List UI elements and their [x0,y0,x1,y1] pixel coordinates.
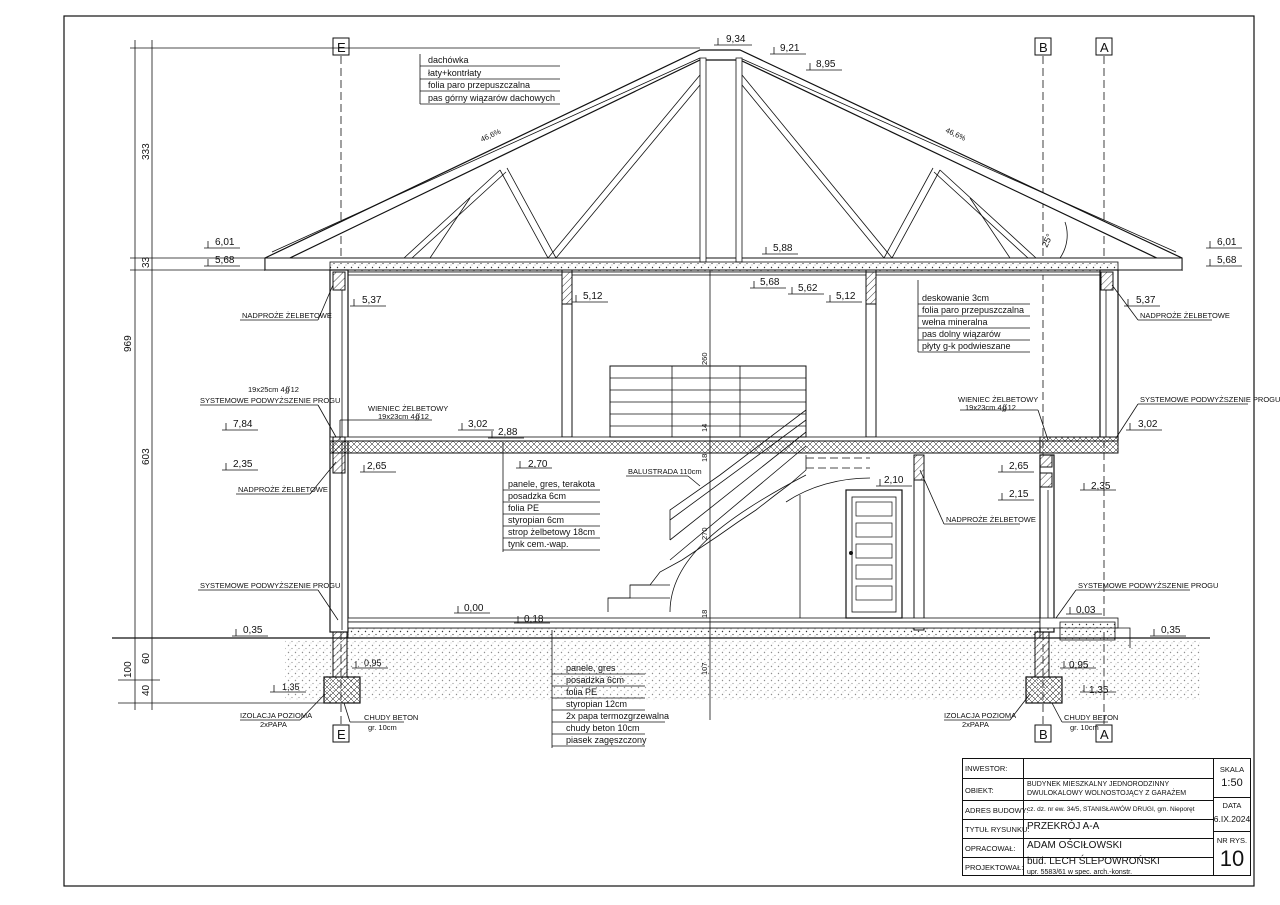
tb-address-value: cz. dz. nr ew. 34/5, STANISŁAWÓW DRUGI, gm. Nieporęt [1027,806,1195,813]
note-iso-left-2: 2xPAPA [260,720,287,729]
dim-total: 969 [123,335,134,352]
floor0-layer-6: piasek zagęszczony [566,735,647,745]
note-rim-right-size: 19x23cm 4∯12 [965,403,1016,412]
note-iso-right-2: 2xPAPA [962,720,989,729]
level-ground-left: 0,35 [243,625,263,636]
inner-dim-107: 107 [700,662,709,675]
level-ceiling-b: 5,62 [798,283,818,294]
inner-dim-14: 14 [700,423,709,432]
level-floor1-a: 2,88 [498,427,518,438]
tb-row-address [963,800,1213,820]
tb-row-object [963,778,1213,801]
note-lean-left: CHUDY BETON [364,713,419,722]
floor0-layer-5: chudy beton 10cm [566,723,640,733]
inner-dim-260: 260 [700,352,709,365]
note-lean-right-2: gr. 10cm [1070,723,1099,732]
slope-label-left: 46,6% [479,126,503,144]
floor-slab-ground [348,618,1118,628]
level-7-84: 7,84 [233,419,253,430]
level-eave-left-1: 6,01 [215,237,235,248]
note-lintel-right-low: NADPROŻE ŻELBETOWE [946,515,1036,524]
floor1-layer-3: styropian 6cm [508,515,565,525]
note-lintel-left-low: NADPROŻE ŻELBETOWE [238,485,328,494]
level-ridge-2: 9,21 [780,43,800,54]
axis-label-b-top: B [1039,40,1048,55]
note-sys-right-lower: SYSTEMOWE PODWYŻSZENIE PROGU [1078,581,1219,590]
dim-eave: 33 [141,256,152,268]
level-ceiling-center: 5,88 [773,243,793,254]
tb-row-drawing [963,819,1213,839]
level-right-2-35: 2,35 [1091,481,1111,492]
level-beam-right: 5,37 [1136,295,1156,306]
level-found-bottom-left: 1,35 [282,682,300,692]
level-beam-left: 5,37 [362,295,382,306]
level-ground-right: 0,35 [1161,625,1181,636]
angle-label: 25° [1039,232,1055,249]
tb-sheet-value: 10 [1219,846,1245,871]
level-found-right: 0,95 [1069,660,1089,671]
tb-object-label: OBIEKT: [965,786,994,795]
note-sys-left-lower: SYSTEMOWE PODWYŻSZENIE PROGU [200,581,341,590]
level-floor1-under: 2,70 [528,459,548,470]
note-sys-right-upper: SYSTEMOWE PODWYŻSZENIE PROGU [1140,395,1280,404]
note-sys-left-upper: SYSTEMOWE PODWYŻSZENIE PROGU [200,396,341,405]
ceiling-layers-table [918,280,1030,352]
level-ceiling-a: 5,68 [760,277,780,288]
ceiling-layer-4: płyty g-k podwieszane [922,341,1011,351]
floor0-layer-0: panele, gres [566,663,616,673]
level-door-top: 2,10 [884,475,904,486]
level-floor1-top-right: 3,02 [1138,419,1158,430]
note-iso-right: IZOLACJA POZIOMA [944,711,1017,720]
inner-dim-18b: 18 [700,609,709,618]
level-eave-left-2: 5,68 [215,255,235,266]
note-balustrade: BALUSTRADA 110cm [628,467,702,476]
note-rim-left-size2: 19x23cm 4∯12 [378,412,429,421]
note-lintel-right-top: NADPROŻE ŻELBETOWE [1140,311,1230,320]
tb-sep-1 [1213,797,1251,798]
inner-dim-18a: 18 [700,453,709,462]
ceiling-layer-1: folia paro przepuszczalna [922,305,1025,315]
slope-label-right: 46,6% [944,125,968,143]
roof-layer-2: folia paro przepuszczalna [428,80,531,90]
tb-designed-label: PROJEKTOWAŁ: [965,863,1024,872]
roof-layers-table [420,54,560,104]
door [846,490,902,618]
tb-designed-value-1: bud. LECH ŚLEPOWROŃSKI [1027,856,1160,867]
floor1-layer-0: panele, gres, terakota [508,479,596,489]
roof-layer-0: dachówka [428,55,469,65]
tb-object-value-2: DWULOKALOWY WOLNOSTOJĄCY Z GARAŻEM [1027,790,1187,797]
tb-scale-value: 1:50 [1221,777,1243,789]
level-eave-right-2: 5,68 [1217,255,1237,266]
level-beam-mid-left: 5,12 [583,291,603,302]
floor1-layer-2: folia PE [508,503,540,513]
tb-prepared-label: OPRACOWAŁ: [965,844,1016,853]
level-markers [204,34,1242,696]
level-floor0-under: 0,18 [524,614,544,625]
floor1-layer-4: strop żelbetowy 18cm [508,527,596,537]
ceiling-layer-3: pas dolny wiązarów [922,329,1001,339]
axis-label-e-top: E [337,40,346,55]
note-rim-right: WIENIEC ŻELBETOWY [958,395,1039,404]
axis-label-b-bottom: B [1039,727,1048,742]
note-lean-left-2: gr. 10cm [368,723,397,732]
tb-row-designed [963,857,1213,878]
ceiling-layer-2: wełna mineralna [922,317,988,327]
tb-date-label: DATA [1222,801,1242,810]
staircase [608,366,870,618]
dim-found-3: 40 [141,684,152,696]
floor0-layer-2: folia PE [566,687,598,697]
axis-label-a-top: A [1100,40,1109,55]
level-lintel-right-2: 2,15 [1009,489,1029,500]
level-found-left: 0,95 [364,658,382,668]
inner-dim-270: 270 [700,527,709,540]
tb-row-investor [963,759,1213,778]
level-floor1-top: 3,02 [468,419,488,430]
floor1-layers-table [503,442,600,552]
level-found-bottom-right: 1,35 [1089,685,1109,696]
tb-row-prepared [963,838,1213,858]
floor0-layer-1: posadzka 6cm [566,675,625,685]
floor-slab-upper [330,437,1118,453]
roof-layer-3: pas górny wiązarów dachowych [428,93,556,103]
note-iso-left: IZOLACJA POZIOMA [240,711,313,720]
tb-scale-label: SKALA [1219,765,1245,774]
roof-layer-1: łaty+kontrłaty [428,68,482,78]
axis-label-e-bottom: E [337,727,346,742]
level-beam-mid-right: 5,12 [836,291,856,302]
level-ridge-top: 9,34 [726,34,746,45]
roof [265,50,1182,275]
note-rim-left-size: 19x25cm 4∯12 [248,385,299,394]
ceiling-layer-0: deskowanie 3cm [922,293,990,303]
tb-date-value: 6.IX.2024 [1213,814,1251,824]
dim-floor-height: 603 [141,448,152,465]
dim-found-2: 60 [141,652,152,664]
floor1-layer-5: tynk cem.-wap. [508,539,569,549]
floor1-layer-1: posadzka 6cm [508,491,567,501]
floor0-layer-3: styropian 12cm [566,699,628,709]
level-lintel-right: 2,65 [1009,461,1029,472]
level-lintel-left: 2,65 [367,461,387,472]
level-eave-right-1: 6,01 [1217,237,1237,248]
axis-label-a-bottom: A [1100,727,1109,742]
note-lintel-left-top: NADPROŻE ŻELBETOWE [242,311,332,320]
level-left-2-35: 2,35 [233,459,253,470]
floor0-layer-4: 2x papa termozgrzewalna [566,711,670,721]
title-block [962,758,1251,876]
level-ridge-3: 8,95 [816,59,836,70]
tb-address-label: ADRES BUDOWY: [965,806,1029,815]
tb-drawing-label: TYTUŁ RYSUNKU: [965,825,1030,834]
tb-prepared-value: ADAM OŚCIŁOWSKI [1027,840,1123,851]
tb-sheet-label: NR RYS. [1216,836,1248,845]
tb-sep-2 [1213,831,1251,832]
note-rim-left: WIENIEC ŻELBETOWY [368,404,449,413]
level-floor0: 0,00 [464,603,484,614]
tb-investor-label: INWESTOR: [965,764,1008,773]
level-threshold: 0,03 [1076,605,1096,616]
note-lean-right: CHUDY BETON [1064,713,1119,722]
tb-designed-value-2: upr. 5583/61 w spec. arch.-konstr. [1027,869,1133,876]
tb-drawing-value: PRZEKRÓJ A-A [1027,821,1100,832]
tb-object-value-1: BUDYNEK MIESZKALNY JEDNORODZINNY [1027,781,1170,788]
dim-found-1: 100 [123,661,134,678]
dim-roof: 333 [141,143,152,160]
